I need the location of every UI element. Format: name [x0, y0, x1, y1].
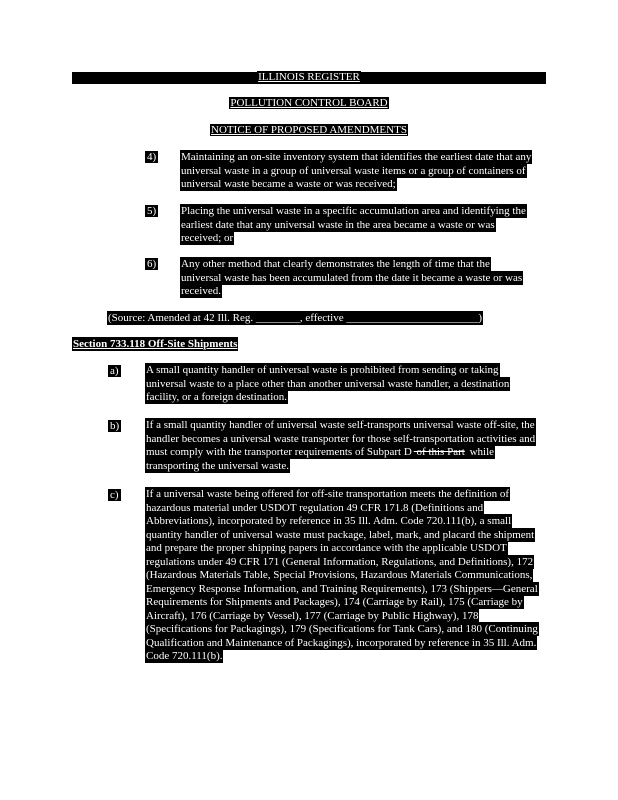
subitem-text-b: If a small quantity handler of universal waste self-transports universal waste off-site, the handler becomes a universal waste transporter for those self-transportation activities and must comply with the transporter requirements of Subpart D of this Part while transporting the universal waste.	[146, 419, 536, 472]
item-text-5: Placing the universal waste in a specific accumulation area and identifying the earliest date that any universal waste in the area became a waste or was received; or	[181, 205, 526, 244]
item-text-6: Any other method that clearly demonstrates the length of time that the universal waste has been accumulated from the date it became a waste or was received.	[181, 258, 523, 297]
item-text-4: Maintaining an on-site inventory system that identifies the earliest date that any universal waste in a group of universal waste items or a group of containers of universal waste became a waste or was received;	[181, 151, 532, 190]
item-number-6: 6)	[147, 258, 157, 270]
item-number-4: 4)	[147, 151, 157, 163]
subitem-text-c: If a universal waste being offered for off-site transportation meets the definition of hazardous material under USDOT regulation 49 CFR 171.8 (Definitions and Abbreviations), incorporated by reference in 35 Ill. Adm. Code 720.111(b), a small quantity handler of universal waste must package, label, mark, and placard the shipment and prepare the proper shipping papers in accordance with the applicable USDOT regulations under 49 CFR 171 (General Information, Regulations, and Definitions), 172 (Hazardous Materials Table, Special Provisions, Hazardous Materials Communications, Emergency Response Information, and Training Requirements), 173 (Shippers—General Requirements for Shipments and Packages), 174 (Carriage by Rail), 175 (Carriage by Aircraft), 176 (Carriage by Vessel), 177 (Carriage by Public Highway), 178 (Specifications for Packagings), 179 (Specifications for Tank Cars), and 180 (Continuing Qualification and Maintenance of Packagings), incorporated by reference in 35 Ill. Adm. Code 720.111(b).	[146, 488, 538, 662]
notice-title: NOTICE OF PROPOSED AMENDMENTS	[211, 124, 407, 136]
board-name: POLLUTION CONTROL BOARD	[230, 97, 388, 109]
subitem-number-b: b)	[110, 420, 120, 432]
subitem-number-c: c)	[110, 489, 119, 501]
item-number-5: 5)	[147, 205, 157, 217]
source-note: (Source: Amended at 42 Ill. Reg. ________, effective ________________________)	[108, 312, 483, 324]
subitem-number-a: a)	[110, 365, 119, 377]
section-heading: Section 733.118 Off-Site Shipments	[73, 338, 238, 350]
register-title: ILLINOIS REGISTER	[258, 71, 360, 83]
subitem-text-a: A small quantity handler of universal waste is prohibited from sending or taking universal waste to a place other than another universal waste handler, a destination facility, or a foreign destination.	[146, 364, 510, 403]
